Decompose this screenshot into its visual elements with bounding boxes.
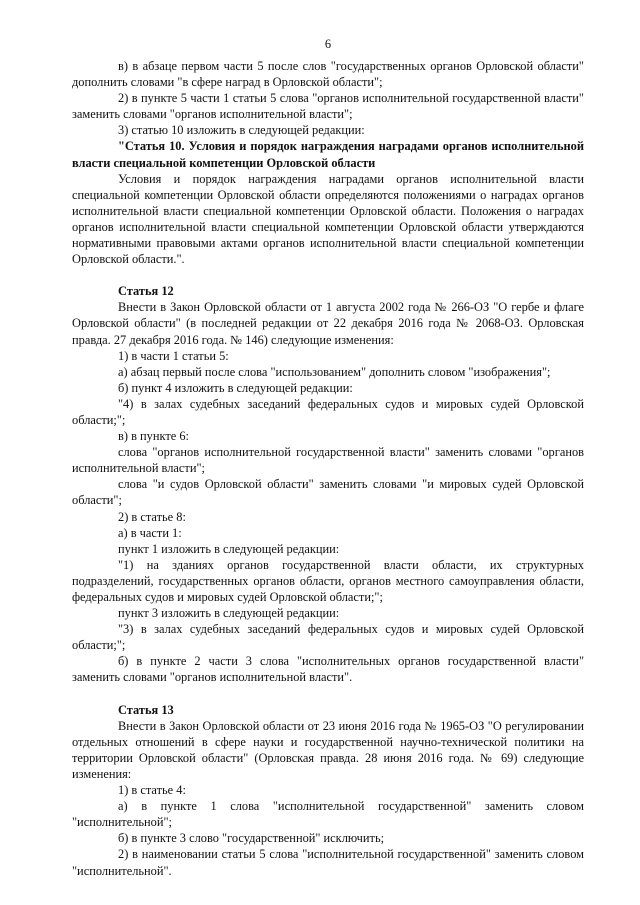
paragraph: а) абзац первый после слова "использованием" дополнить словом "изображения";	[118, 364, 551, 379]
article-10-text: Условия и порядок награждения наградами органов исполнительной власти специальной компетенции Орловской области определяются положениями о наградах органов исполнительной власти специальной компетенции Орловской области. Положения о наградах органов исполнительной власти специальной компетенции Орловской области утверждаются нормативными правовыми актами органов исполнительной власти специальной компетенции Орловской области.".	[72, 171, 584, 267]
paragraph: 2) в наименовании статьи 5 слова "исполнительной государственной" заменить словом "исполнительной".	[72, 847, 584, 878]
paragraph: 2) в пункте 5 части 1 статьи 5 слова "органов исполнительной государственной власти" заменить словами "органов исполнительной власти";	[72, 91, 584, 122]
paragraph: слова "и судов Орловской области" заменить словами "и мировых судей Орловской области";	[72, 477, 584, 508]
article-13-title: Статья 13	[118, 702, 174, 717]
paragraph: а) в пункте 1 слова "исполнительной государственной" заменить словом "исполнительной";	[72, 799, 584, 830]
article-12-title: Статья 12	[118, 284, 174, 299]
paragraph: пункт 3 изложить в следующей редакции:	[118, 606, 340, 621]
paragraph: Внести в Закон Орловской области от 23 июня 2016 года № 1965-ОЗ "О регулировании отдельных отношений в сфере науки и государственной научно-технической политики на территории Орловской области" (Орловская правда. 28 июня 2016 года. № 69) следующие изменения:	[72, 718, 584, 781]
paragraph: "4) в залах судебных заседаний федеральных судов и мировых судей Орловской области;";	[72, 396, 584, 427]
paragraph: в) в абзаце первом части 5 после слов "государственных органов Орловской области" дополнить словами "в сфере наград в Орловской области";	[72, 59, 584, 90]
paragraph: "3) в залах судебных заседаний федеральных судов и мировых судей Орловской области;";	[72, 622, 584, 653]
paragraph: 1) в части 1 статьи 5:	[118, 348, 229, 363]
paragraph: б) пункт 4 изложить в следующей редакции:	[118, 380, 353, 395]
paragraph: слова "органов исполнительной государственной власти" заменить словами "органов исполнительной власти";	[72, 445, 584, 476]
paragraph: "1) на зданиях органов государственной власти области, их структурных подразделений, государственных органов области, органов местного самоуправления области, федеральных судов и мировых судей Орловской области;";	[72, 557, 584, 604]
paragraph: 1) в статье 4:	[118, 783, 186, 798]
paragraph: а) в части 1:	[118, 525, 182, 540]
paragraph: пункт 1 изложить в следующей редакции:	[118, 541, 340, 556]
page-number: 6	[324, 37, 332, 51]
paragraph: 2) в статье 8:	[118, 509, 186, 524]
paragraph: Внести в Закон Орловской области от 1 августа 2002 года № 266-ОЗ "О гербе и флаге Орловской области" (в последней редакции от 22 декабря 2016 года № 2068-ОЗ. Орловская правда. 27 декабря 2016 года. № 146) следующие изменения:	[72, 300, 584, 347]
paragraph: в) в пункте 6:	[118, 429, 189, 444]
document-body	[72, 58, 584, 879]
paragraph: б) в пункте 2 части 3 слова "исполнительных органов государственной власти" заменить словами "органов исполнительной власти".	[72, 654, 584, 685]
paragraph: б) в пункте 3 слово "государственной" исключить;	[118, 831, 385, 846]
paragraph: 3) статью 10 изложить в следующей редакции:	[118, 123, 365, 138]
article-10-heading: "Статья 10. Условия и порядок награждения наградами органов исполнительной власти специальной компетенции Орловской области	[72, 139, 584, 170]
